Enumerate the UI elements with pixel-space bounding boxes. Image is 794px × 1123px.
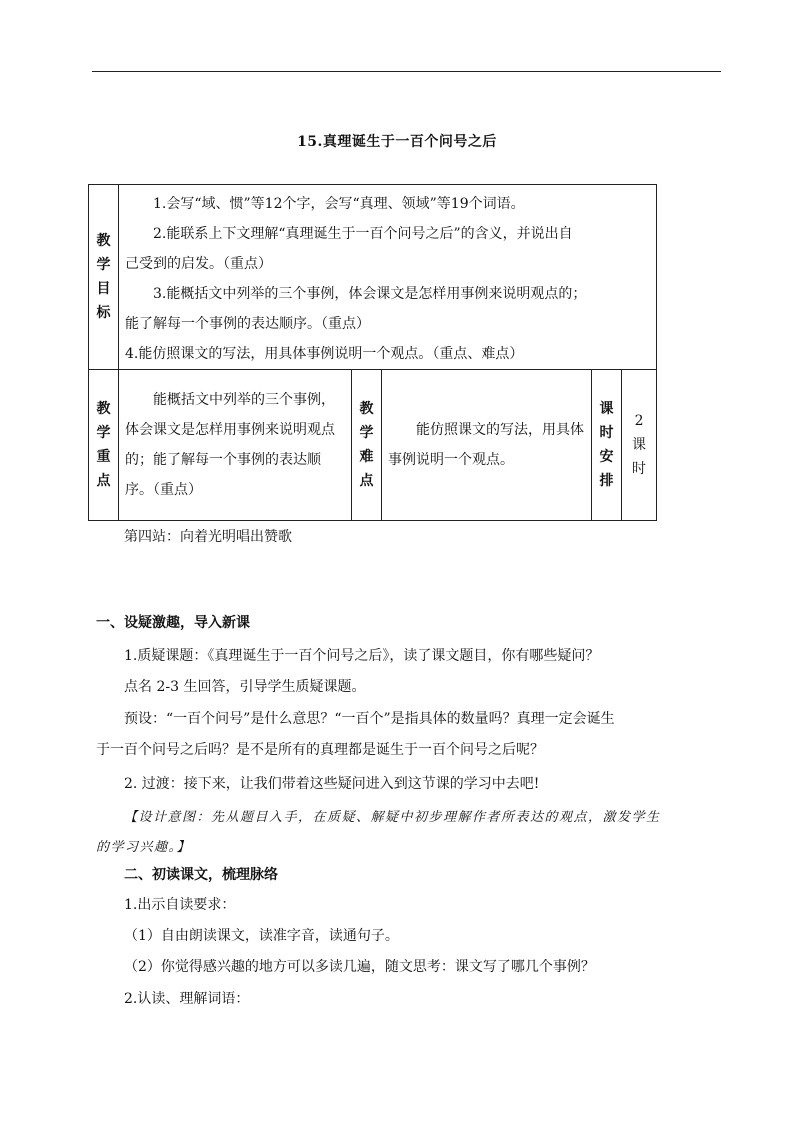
- section-1-item-1-note: 点名 2-3 生回答，引导学生质疑课题。: [124, 679, 366, 695]
- section-2-item-2: 2.认读、理解词语：: [124, 991, 250, 1007]
- class-hours: 2 课 时: [622, 370, 657, 521]
- goal-3-cont: 能了解每一个事例的表达顺序。（重点）: [125, 316, 370, 332]
- reading-requirement-2: （2）你觉得感兴趣的地方可以多读几遍，随文思考：课文写了哪几个事例？: [124, 959, 595, 975]
- goal-4: 4.能仿照课文的写法，用具体事例说明一个观点。（重点、难点）: [125, 346, 524, 362]
- design-intent-line-1: 【设计意图：先从题目入手，在质疑、解疑中初步理解作者所表达的观点，激发学生: [124, 810, 661, 825]
- goal-2-cont: 己受到的启发。（重点）: [125, 256, 272, 272]
- goal-3: 3.能概括文中列举的三个事例，体会课文是怎样用事例来说明观点的；: [153, 286, 587, 302]
- key-points-text: 能概括文中列举的三个事例，体会课文是怎样用事例来说明观点的；能了解每一个事例的表达顺序。（重点）: [119, 370, 352, 521]
- section-1-heading: 一、设疑激趣，导入新课: [96, 615, 250, 631]
- section-1-preset-line-1: 预设：“一百个问号”是什么意思？“一百个”是指具体的数量吗？真理一定会诞生: [124, 711, 615, 727]
- section-2-item-1: 1.出示自读要求：: [124, 897, 236, 913]
- goal-1: 1.会写“域、惯”等12个字，会写“真理、领域”等19个词语。: [153, 196, 525, 212]
- schedule-label: 课 时 安 排: [592, 370, 622, 521]
- goal-2: 2.能联系上下文理解“真理诞生于一百个问号之后”的含义，并说出自: [153, 226, 573, 242]
- goals-label: 教 学 目 标: [89, 185, 119, 370]
- lesson-title: 15.真理诞生于一百个问号之后: [297, 134, 497, 150]
- section-1-item-2: 2. 过渡：接下来，让我们带着这些疑问进入到这节课的学习中去吧!: [124, 776, 540, 792]
- design-intent-line-2: 的学习兴趣。】: [96, 840, 192, 855]
- section-1-preset-line-2: 于一百个问号之后吗？是不是所有的真理都是诞生于一百个问号之后呢？: [96, 742, 544, 758]
- teaching-goals-table: [88, 184, 657, 521]
- difficulties-text: 能仿照课文的写法，用具体事例说明一个观点。: [382, 370, 592, 521]
- goals-content: [119, 185, 657, 370]
- key-points-label: 教 学 重 点: [89, 370, 119, 521]
- section-1-item-1: 1.质疑课题：《真理诞生于一百个问号之后》，读了课文题目，你有哪些疑问？: [124, 648, 600, 664]
- difficulties-label: 教 学 难 点: [352, 370, 382, 521]
- header-rule: [92, 71, 721, 72]
- section-2-heading: 二、初读课文，梳理脉络: [124, 867, 278, 883]
- stage-label: 第四站：向着光明唱出赞歌: [124, 529, 292, 545]
- reading-requirement-1: （1）自由朗读课文，读准字音，读通句子。: [124, 928, 399, 944]
